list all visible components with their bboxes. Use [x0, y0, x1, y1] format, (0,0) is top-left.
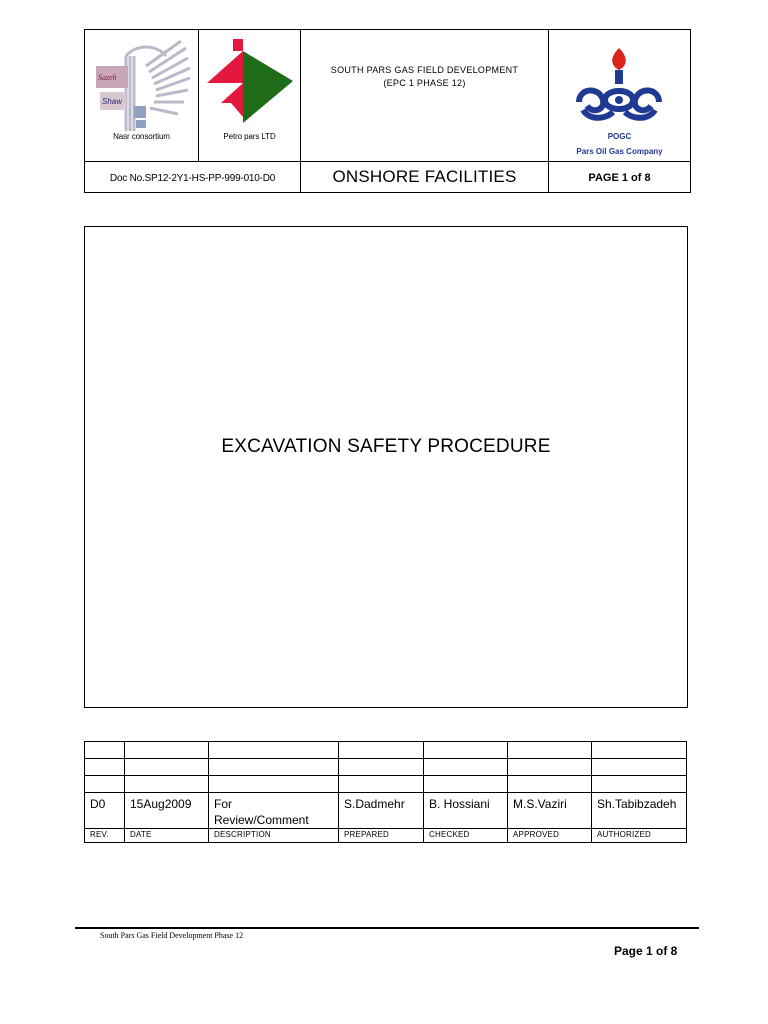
project-title-line2: (EPC 1 PHASE 12): [383, 78, 466, 88]
rev-label: REV.: [85, 829, 125, 843]
header-page-number: PAGE 1 of 8: [588, 172, 651, 184]
authorized-label: AUTHORIZED: [592, 829, 687, 843]
svg-text:Shaw: Shaw: [102, 97, 123, 106]
document-header-table: [84, 29, 691, 193]
title-box: [84, 226, 688, 708]
footer-page-number: Page 1 of 8: [614, 944, 678, 958]
date-value: 15Aug2009: [125, 793, 209, 829]
revision-blank-row: [85, 776, 687, 793]
revision-blank-row: [85, 759, 687, 776]
date-label: DATE: [125, 829, 209, 843]
nasr-consortium-logo: [86, 36, 198, 136]
petropars-logo-cell: [199, 30, 301, 162]
project-title: [301, 64, 548, 90]
approved-value: M.S.Vaziri: [508, 793, 592, 829]
checked-label: CHECKED: [424, 829, 508, 843]
section-title: ONSHORE FACILITIES: [332, 167, 517, 186]
prepared-label: PREPARED: [339, 829, 424, 843]
revision-row: [85, 793, 687, 829]
document-title: EXCAVATION SAFETY PROCEDURE: [221, 436, 551, 457]
project-title-cell: [301, 30, 549, 162]
description-line1: For: [214, 797, 232, 811]
pogc-logo: [569, 44, 669, 126]
doc-number-cell: [85, 162, 301, 193]
authorized-value: Sh.Tabibzadeh: [592, 793, 687, 829]
pogc-caption: POGC: [607, 132, 632, 141]
pogc-full-name: Pars Oil Gas Company: [576, 147, 663, 156]
page-cell: [549, 162, 691, 193]
description-value: [209, 793, 339, 829]
approved-label: APPROVED: [508, 829, 592, 843]
rev-value: D0: [85, 793, 125, 829]
svg-text:Sazeh: Sazeh: [98, 73, 117, 82]
revision-label-row: [85, 829, 687, 843]
document-number: Doc No.SP12-2Y1-HS-PP-999-010-D0: [109, 173, 276, 184]
nasr-consortium-caption: Nasr consortium: [113, 132, 170, 141]
revision-blank-row: [85, 742, 687, 759]
petropars-logo: [201, 37, 301, 127]
footer-divider: [75, 927, 699, 929]
description-label: DESCRIPTION: [209, 829, 339, 843]
footer-text: South Pars Gas Field Development Phase 12: [100, 931, 244, 940]
petropars-caption: Petro pars LTD: [223, 132, 276, 141]
project-title-line1: SOUTH PARS GAS FIELD DEVELOPMENT: [330, 65, 519, 75]
prepared-value: S.Dadmehr: [339, 793, 424, 829]
revision-table: [84, 741, 687, 843]
description-line2: Review/Comment: [214, 813, 309, 827]
pogc-logo-cell: [549, 30, 691, 162]
section-cell: [301, 162, 549, 193]
checked-value: B. Hossiani: [424, 793, 508, 829]
nasr-logo-cell: [85, 30, 199, 162]
